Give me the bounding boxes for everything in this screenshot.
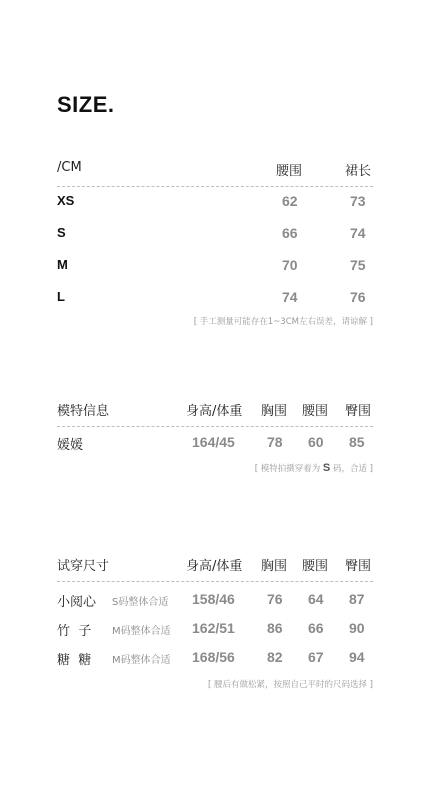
fit-note: S码整体合适: [112, 597, 169, 608]
page-title: SIZE.: [57, 92, 115, 117]
header-model-info: 模特信息: [57, 404, 110, 419]
trial-table-header: [57, 555, 373, 581]
fit-note: M码整体合适: [112, 655, 171, 666]
tester-name: 小阅心: [57, 595, 97, 610]
size-label: XS: [57, 193, 75, 208]
length-value: 74: [350, 225, 366, 241]
model-note-suffix: 码，合适 ]: [330, 464, 373, 474]
model-note-size: S: [322, 462, 331, 474]
waist-value: 67: [308, 649, 324, 665]
hip-value: 87: [349, 591, 365, 607]
waist-value: 74: [282, 289, 298, 305]
model-table-header: [57, 400, 373, 426]
table-row: [57, 616, 373, 645]
height-weight-value: 164/45: [192, 434, 235, 450]
header-waist: 腰围: [302, 559, 329, 574]
height-weight-value: 158/46: [192, 591, 235, 607]
waist-value: 66: [282, 225, 298, 241]
model-note-prefix: [ 模特拍摄穿着为: [254, 464, 323, 474]
size-label: S: [57, 225, 66, 240]
header-chest: 胸围: [261, 404, 288, 419]
header-hip: 臀围: [345, 559, 372, 574]
header-chest: 胸围: [261, 559, 288, 574]
waist-value: 64: [308, 591, 324, 607]
divider: [57, 186, 373, 187]
hip-value: 90: [349, 620, 365, 636]
length-value: 76: [350, 289, 366, 305]
size-table-header: [57, 160, 373, 186]
header-length: 裙长: [345, 164, 372, 179]
header-unit: /CM: [57, 160, 82, 175]
tester-name: 竹 子: [57, 624, 92, 639]
chest-value: 78: [267, 434, 283, 450]
divider: [57, 426, 373, 427]
tester-name: 糖 糖: [57, 653, 92, 668]
chest-value: 82: [267, 649, 283, 665]
chest-value: 76: [267, 591, 283, 607]
fit-note: M码整体合适: [112, 626, 171, 637]
size-label: L: [57, 289, 65, 304]
size-label: M: [57, 257, 68, 272]
trial-table: [57, 555, 373, 674]
header-height-weight: 身高/体重: [186, 404, 243, 419]
header-waist: 腰围: [302, 404, 329, 419]
length-value: 73: [350, 193, 366, 209]
waist-value: 62: [282, 193, 298, 209]
height-weight-value: 168/56: [192, 649, 235, 665]
table-row: [57, 645, 373, 674]
measurement-note: [ 手工测量可能存在1~3CM左右误差，请谅解 ]: [193, 317, 373, 327]
table-row: [57, 285, 373, 317]
waist-value: 70: [282, 257, 298, 273]
header-waist: 腰围: [276, 164, 303, 179]
divider: [57, 581, 373, 582]
table-row: [57, 253, 373, 285]
table-row: [57, 587, 373, 616]
size-table: [57, 160, 373, 317]
trial-note: [ 腰后有做松紧，按照自己平时的尺码选择 ]: [207, 680, 373, 690]
hip-value: 94: [349, 649, 365, 665]
header-height-weight: 身高/体重: [186, 559, 243, 574]
header-trial-size: 试穿尺寸: [57, 559, 110, 574]
header-hip: 臀围: [345, 404, 372, 419]
table-row: [57, 221, 373, 253]
hip-value: 85: [349, 434, 365, 450]
waist-value: 66: [308, 620, 324, 636]
chest-value: 86: [267, 620, 283, 636]
table-row: [57, 429, 373, 461]
model-table: [57, 400, 373, 461]
table-row: [57, 189, 373, 221]
model-name: 媛媛: [57, 438, 84, 453]
length-value: 75: [350, 257, 366, 273]
waist-value: 60: [308, 434, 324, 450]
height-weight-value: 162/51: [192, 620, 235, 636]
model-note: [255, 462, 373, 474]
